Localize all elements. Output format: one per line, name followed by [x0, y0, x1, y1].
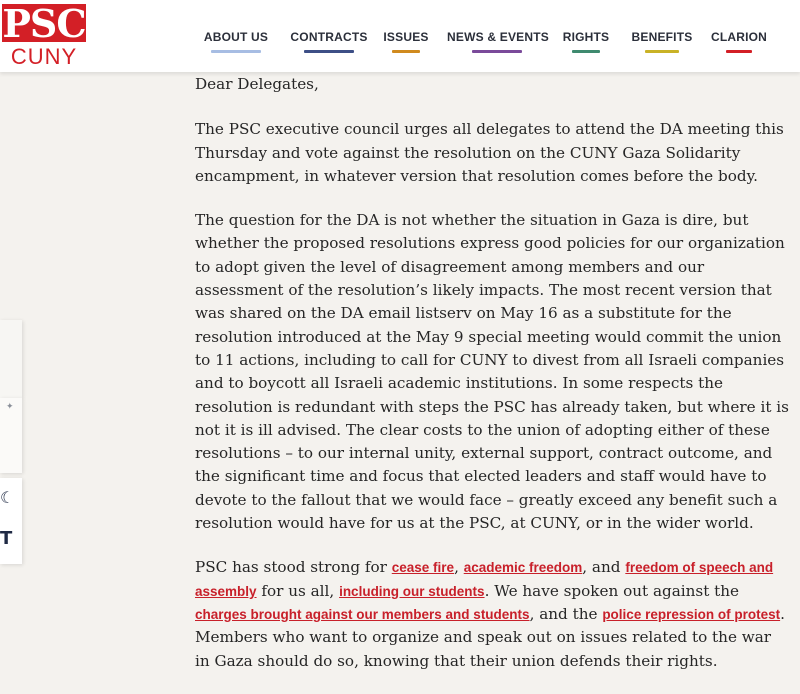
paragraph-text: , and [582, 558, 626, 577]
nav-underline [572, 50, 600, 53]
paragraph-text: PSC has stood strong for [195, 558, 392, 577]
nav-label: RIGHTS [562, 30, 610, 44]
paragraph-text: , and the [529, 604, 603, 623]
nav-label: ISSUES [383, 30, 429, 44]
main-nav [195, 0, 769, 72]
link-police-repression[interactable]: police repression of protest [602, 606, 781, 622]
nav-item-contracts[interactable] [289, 30, 369, 53]
letter-paragraph-1: The PSC executive council urges all delegates to attend the DA meeting this Thursday and vote against the resolution on the CUNY Gaza Solidarity encampment, in whatever version that resolution comes before the body. [195, 120, 784, 185]
link-including-our-students[interactable]: including our students [339, 583, 485, 599]
link-freedom-of-speech[interactable]: freedom of speech and assembly [195, 560, 774, 599]
letter-paragraph-2: The question for the DA is not whether the situation in Gaza is dire, but whether the proposed resolutions express good policies for our organization to adopt given the level of disagreement among members and our assessment of the resolution’s likely impacts. The most recent version that was shared on the DA email listserv on May 16 as a substitute for the resolution introduced at the May 9 special meeting would commit the union to 11 actions, including to call for CUNY to divest from all Israeli companies and to boycott all Israeli academic institutions. In some respects the resolution is redundant with steps the PSC has already taken, but where it is not it is ill advised. The clear costs to the union of adopting either of these resolutions – to our internal unity, external support, contract outcome, and the significant time and focus that elected leaders and staff would have to devote to the fallout that we would face – greatly exceed any benefit such a resolution would have for us at the PSC, at CUNY, or in the wider world. [195, 211, 789, 533]
link-charges[interactable]: charges brought against our members and students [195, 606, 530, 622]
moon-icon: ☾ [0, 488, 15, 507]
letter-greeting: Dear Delegates, [195, 75, 319, 93]
nav-label: BENEFITS [631, 30, 693, 44]
letter-paragraph-3 [195, 556, 790, 672]
nav-item-rights[interactable] [559, 30, 613, 53]
sparkle-icon: ✦ [6, 402, 14, 412]
nav-label: NEWS & EVENTS [447, 30, 549, 44]
nav-item-about-us[interactable] [195, 30, 277, 53]
letter-content [195, 73, 790, 694]
side-card-partial [0, 398, 22, 473]
side-card-partial [0, 320, 22, 398]
logo-psc-text: PSC [2, 1, 86, 46]
nav-underline [392, 50, 420, 53]
nav-label: CLARION [710, 30, 768, 44]
nav-item-clarion[interactable] [709, 30, 769, 53]
paragraph-text: , [454, 558, 464, 577]
logo-cuny-text: CUNY [10, 44, 78, 69]
nav-underline [211, 50, 261, 53]
nav-underline [645, 50, 679, 53]
nav-underline [304, 50, 354, 53]
side-card-letter: T [0, 528, 13, 549]
link-academic-freedom[interactable]: academic freedom [463, 560, 583, 576]
nav-label: ABOUT US [203, 30, 269, 44]
nav-item-news-events[interactable] [447, 30, 547, 53]
nav-item-issues[interactable] [381, 30, 431, 53]
nav-item-benefits[interactable] [627, 30, 697, 53]
link-cease-fire[interactable]: cease fire [391, 560, 455, 576]
nav-underline [726, 50, 752, 53]
nav-underline [472, 50, 522, 53]
paragraph-text: . We have spoken out against the [484, 581, 740, 600]
paragraph-text: for us all, [256, 581, 340, 600]
nav-label: CONTRACTS [290, 30, 368, 44]
psc-cuny-logo[interactable] [0, 0, 88, 72]
paragraph-text: . Members who want to organize and speak out on issues related to the war in Gaza should do so, knowing that their union defends their rights. [195, 604, 785, 670]
side-card-partial[interactable] [0, 478, 22, 564]
site-header [0, 0, 800, 72]
